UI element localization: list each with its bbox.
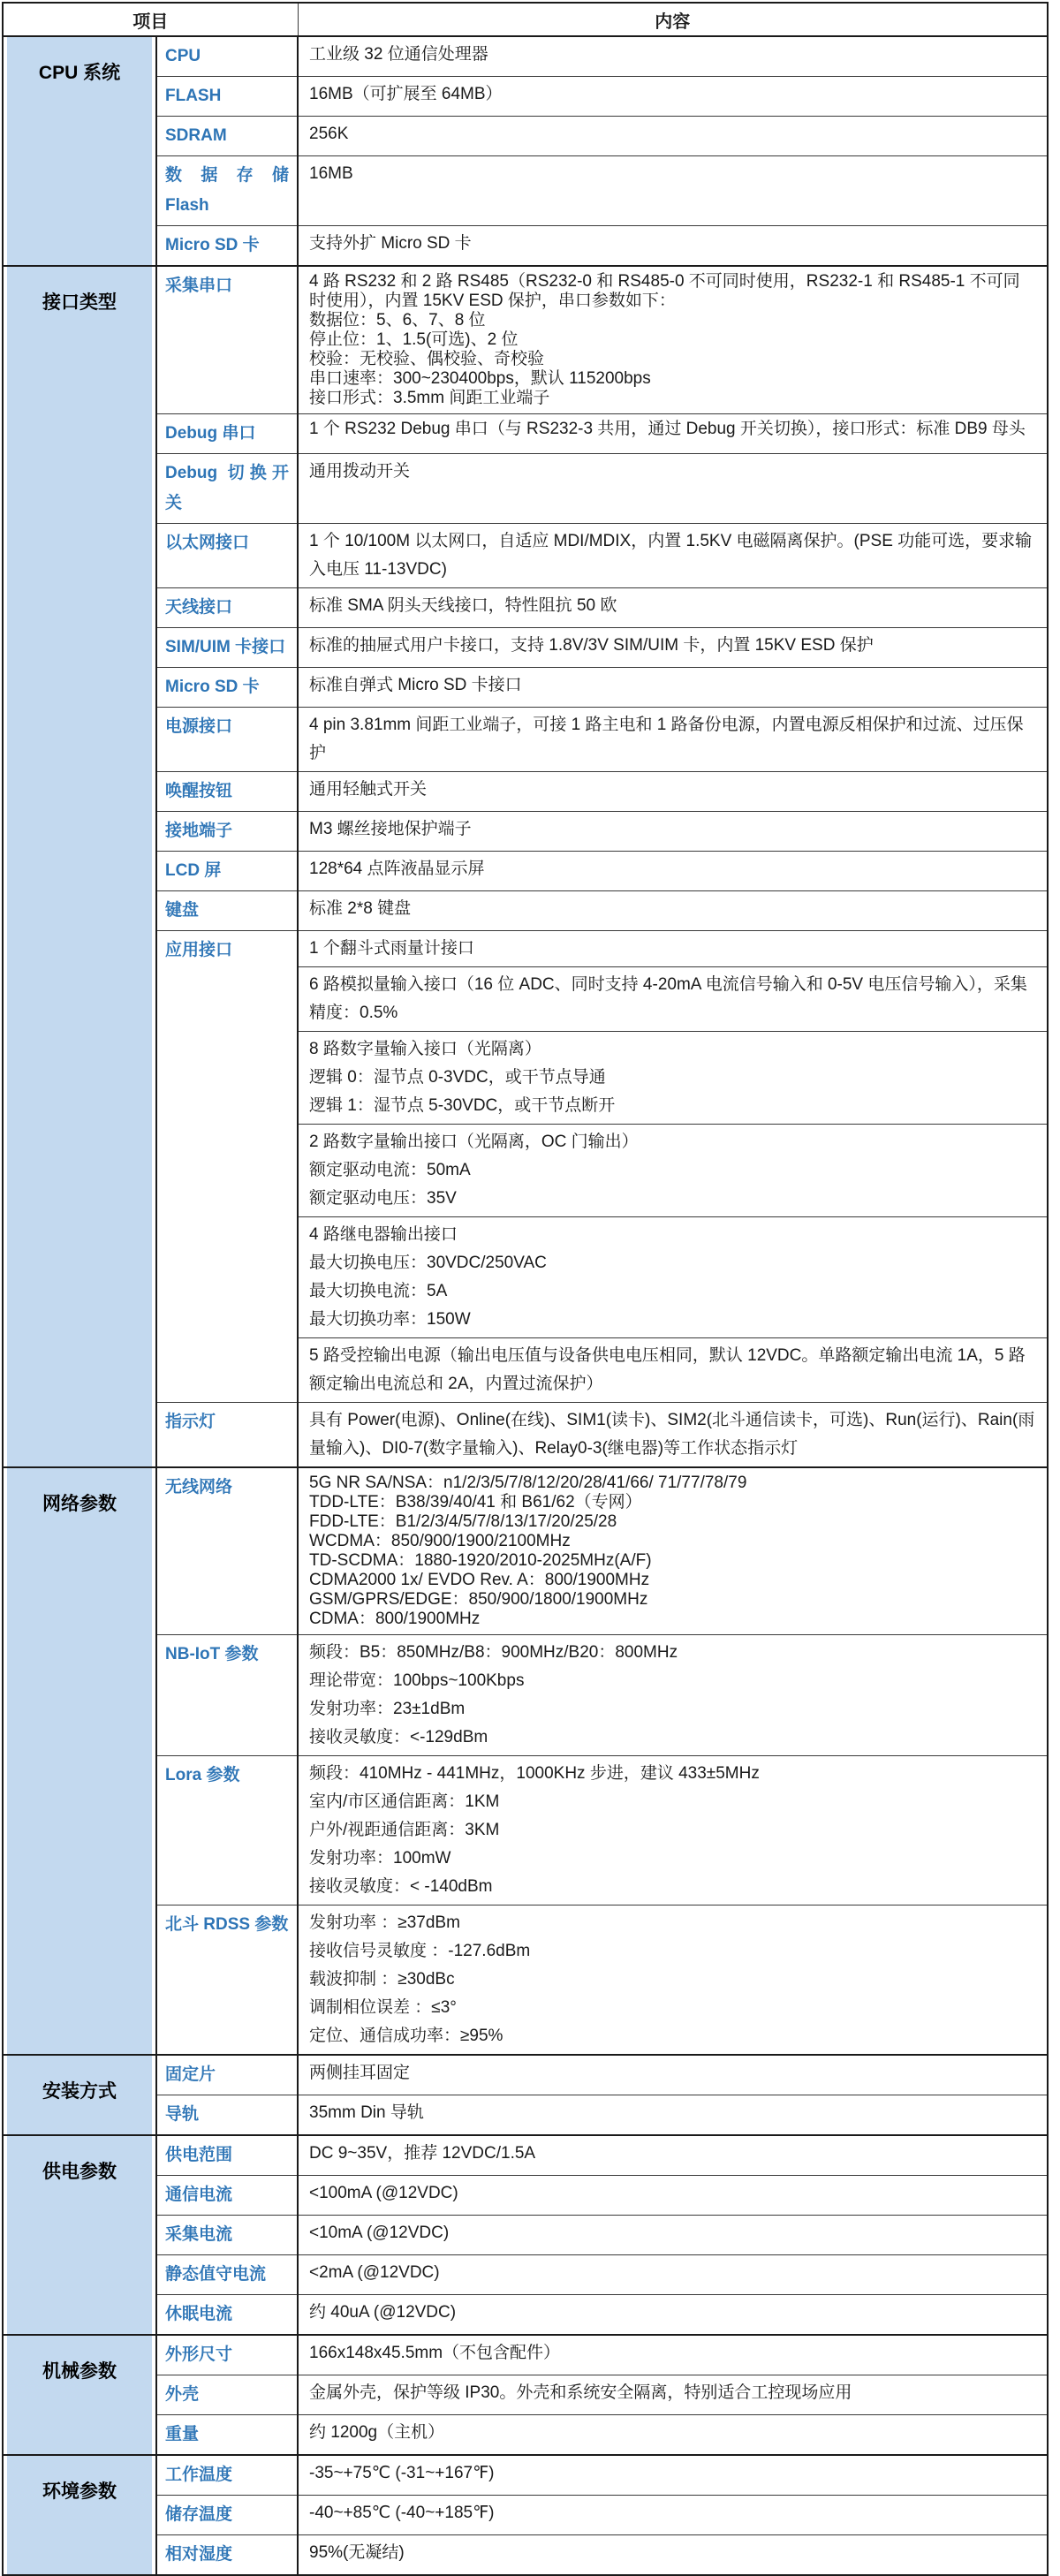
spec-row [3,2375,1048,2415]
spec-line: 6 路模拟量输入接口（16 位 ADC、同时支持 4-20mA 电流信号输入和 0-5V 电压信号输入），采集精度：0.5% [309,975,1027,1022]
group-label: 网络参数 [42,1494,117,1514]
spec-line: 接收灵敏度：< -140dBm [309,1877,493,1896]
spec-line: 工业级 32 位通信处理器 [309,45,488,64]
spec-line: 16MB（可扩展至 64MB） [309,85,503,103]
spec-line: 166x148x45.5mm（不包含配件） [309,2344,561,2362]
spec-row [3,1905,1048,2056]
spec-line: <2mA (@12VDC) [309,2263,440,2282]
spec-row [3,812,1048,852]
spec-row [3,2496,1048,2535]
spec-content [298,524,1048,588]
spec-row [3,2216,1048,2255]
spec-line: 通用拨动开关 [309,462,411,481]
spec-line: 发射功率：23±1dBm [309,1700,466,1718]
spec-line: 约 1200g（主机） [309,2423,445,2442]
spec-content [298,588,1048,628]
spec-content [298,1217,1048,1338]
spec-line: 户外/视距通信距离：3KM [309,1821,500,1839]
spec-line: 接收灵敏度：<-129dBm [309,1728,488,1746]
spec-line: 通用轻触式开关 [309,780,428,799]
group-label: 接口类型 [42,292,117,313]
spec-label: 应用接口 [156,931,298,1403]
spec-content [298,156,1048,226]
spec-row [3,414,1048,454]
spec-label: 天线接口 [156,588,298,628]
spec-line: 发射功率 ：≥37dBm [309,1913,460,1932]
spec-content [298,1032,1048,1125]
spec-line: 最大切换电流：5A [309,1282,448,1300]
spec-line: 约 40uA (@12VDC) [309,2303,457,2322]
group-cell-机械参数 [3,2335,156,2455]
spec-line: WCDMA：850/900/1900/2100MHz [309,1532,571,1550]
spec-line: 16MB [309,164,353,183]
spec-line: 35mm Din 导轨 [309,2103,424,2122]
group-label: CPU 系统 [38,63,121,83]
spec-line: 理论带宽：100bps~100Kbps [309,1671,525,1690]
spec-row [3,2455,1048,2496]
spec-line: 串口速率：300~230400bps，默认 115200bps [309,369,651,388]
spec-label: 无线网络 [156,1467,298,1635]
spec-label: 外壳 [156,2375,298,2415]
spec-line: 1 个 10/100M 以太网口，自适应 MDI/MDIX，内置 1.5KV 电磁隔离保护。(PSE 功能可选，要求输入电压 11-13VDC) [309,532,1033,579]
group-cell-安装方式 [3,2055,156,2135]
spec-row [3,2295,1048,2336]
spec-content [298,414,1048,454]
spec-label: 指示灯 [156,1403,298,1468]
spec-row [3,931,1048,967]
spec-content [298,772,1048,812]
spec-line: 接口形式：3.5mm 间距工业端子 [309,389,550,407]
spec-line: 逻辑 1：湿节点 5-30VDC，或干节点断开 [309,1096,616,1115]
spec-line: 128*64 点阵液晶显示屏 [309,860,485,878]
spec-label: 固定片 [156,2055,298,2095]
spec-label: 以太网接口 [156,524,298,588]
spec-label: 外形尺寸 [156,2335,298,2375]
spec-row [3,2135,1048,2176]
group-label: 安装方式 [42,2081,117,2102]
spec-label: 采集串口 [156,266,298,414]
spec-line: 发射功率：100mW [309,1849,451,1868]
spec-row [3,2415,1048,2456]
spec-line: 调制相位误差 ：≤3° [309,1998,457,2017]
spec-label: 重量 [156,2415,298,2456]
spec-content [298,1756,1048,1905]
spec-table-body [3,36,1048,2575]
spec-content [298,2295,1048,2336]
spec-content [298,852,1048,891]
spec-row [3,36,1048,77]
spec-label: 供电范围 [156,2135,298,2176]
spec-content [298,668,1048,708]
spec-content [298,812,1048,852]
spec-row [3,2055,1048,2095]
spec-label: 相对湿度 [156,2535,298,2576]
spec-line: 金属外壳，保护等级 IP30。外壳和系统安全隔离，特别适合工控现场应用 [309,2383,852,2402]
spec-content [298,454,1048,524]
spec-row [3,1467,1048,1635]
spec-content [298,2255,1048,2295]
spec-label: Micro SD 卡 [156,226,298,267]
spec-line: TDD-LTE：B38/39/40/41 和 B61/62（专网） [309,1493,642,1512]
spec-line: 载波抑制 ：≥30dBc [309,1970,455,1989]
spec-row [3,2255,1048,2295]
spec-row [3,772,1048,812]
spec-content [298,2335,1048,2375]
spec-table [2,2,1049,2576]
spec-line: GSM/GPRS/EDGE：850/900/1800/1900MHz [309,1590,648,1609]
spec-line: 频段：B5：850MHz/B8：900MHz/B20：800MHz [309,1643,678,1662]
spec-line: 4 pin 3.81mm 间距工业端子，可接 1 路主电和 1 路备份电源，内置电源反相保护和过流、过压保护 [309,716,1024,762]
spec-row [3,77,1048,117]
spec-row [3,1635,1048,1756]
spec-label: 工作温度 [156,2455,298,2496]
spec-content [298,1338,1048,1403]
spec-content [298,77,1048,117]
spec-line: 频段：410MHz - 441MHz，1000KHz 步进，建议 433±5MHz [309,1764,760,1783]
spec-line: 两侧挂耳固定 [309,2064,411,2082]
spec-label: CPU [156,36,298,77]
spec-line: 标准 SMA 阴头天线接口，特性阻抗 50 欧 [309,596,617,615]
spec-content [298,628,1048,668]
header-row [3,3,1048,36]
spec-label: Micro SD 卡 [156,668,298,708]
spec-content [298,967,1048,1032]
spec-content [298,931,1048,967]
spec-content [298,2216,1048,2255]
spec-content [298,1403,1048,1468]
spec-line: 8 路数字量输入接口（光隔离） [309,1040,541,1058]
spec-label: Lora 参数 [156,1756,298,1905]
spec-line: 95%(无凝结) [309,2543,405,2562]
spec-row [3,117,1048,156]
spec-line: 支持外扩 Micro SD 卡 [309,234,472,253]
header-item: 项目 [3,3,298,36]
spec-label: 采集电流 [156,2216,298,2255]
group-cell-网络参数 [3,1467,156,2055]
spec-label: NB-IoT 参数 [156,1635,298,1756]
spec-label: 休眠电流 [156,2295,298,2336]
spec-label: 导轨 [156,2095,298,2136]
spec-row [3,156,1048,226]
spec-line: 定位、通信成功率：≥95% [309,2027,504,2045]
spec-line: 数据位：5、6、7、8 位 [309,311,486,330]
spec-content [298,1635,1048,1756]
spec-line: FDD-LTE：B1/2/3/4/5/7/8/13/17/20/25/28 [309,1512,617,1531]
group-cell-接口类型 [3,266,156,1467]
spec-label: 储存温度 [156,2496,298,2535]
spec-row [3,668,1048,708]
spec-content [298,2095,1048,2136]
spec-row [3,628,1048,668]
spec-line: <100mA (@12VDC) [309,2184,458,2202]
spec-line: M3 螺丝接地保护端子 [309,820,472,838]
group-cell-供电参数 [3,2135,156,2335]
spec-line: 接收信号灵敏度 ：-127.6dBm [309,1942,531,1960]
spec-label: 数 据 存 储 Flash [156,156,298,226]
spec-content [298,891,1048,931]
spec-line: DC 9~35V，推荐 12VDC/1.5A [309,2144,536,2163]
spec-line: CDMA：800/1900MHz [309,1610,481,1628]
spec-row [3,454,1048,524]
spec-content [298,2176,1048,2216]
spec-content [298,117,1048,156]
spec-line: 标准自弹式 Micro SD 卡接口 [309,676,522,694]
spec-line: 校验：无校验、偶校验、奇校验 [309,350,545,368]
spec-row [3,2095,1048,2136]
spec-content [298,2496,1048,2535]
spec-content [298,226,1048,267]
spec-row [3,2535,1048,2576]
spec-content [298,2055,1048,2095]
group-cell-环境参数 [3,2455,156,2575]
spec-line: 额定驱动电压：35V [309,1189,457,1208]
spec-content [298,2135,1048,2176]
spec-line: 4 路继电器输出接口 [309,1225,458,1244]
spec-line: 256K [309,125,349,143]
spec-row [3,2335,1048,2375]
spec-line: 2 路数字量输出接口（光隔离，OC 门输出） [309,1133,639,1151]
group-label: 环境参数 [42,2481,117,2502]
spec-line: 1 个 RS232 Debug 串口（与 RS232-3 共用，通过 Debug 开关切换），接口形式：标准 DB9 母头 [309,420,1026,438]
spec-line: 最大切换电压：30VDC/250VAC [309,1254,547,1272]
spec-row [3,2176,1048,2216]
spec-label: SIM/UIM 卡接口 [156,628,298,668]
group-cell-CPU 系统 [3,36,156,266]
spec-line: 1 个翻斗式雨量计接口 [309,939,474,958]
spec-line: TD-SCDMA：1880-1920/2010-2025MHz(A/F) [309,1551,652,1570]
spec-row [3,852,1048,891]
spec-line: <10mA (@12VDC) [309,2224,450,2242]
spec-row [3,1403,1048,1468]
spec-row [3,524,1048,588]
spec-row [3,266,1048,414]
spec-line: 最大切换功率：150W [309,1310,471,1329]
spec-content [298,1125,1048,1217]
spec-line: -40~+85℃ (-40~+185℉) [309,2504,495,2522]
spec-label: 静态值守电流 [156,2255,298,2295]
spec-content [298,708,1048,772]
spec-label: Debug 切换开关 [156,454,298,524]
spec-label: 电源接口 [156,708,298,772]
spec-line: 额定驱动电流：50mA [309,1161,471,1179]
spec-content [298,2455,1048,2496]
spec-label: 键盘 [156,891,298,931]
spec-row [3,226,1048,267]
spec-row [3,891,1048,931]
spec-label: Debug 串口 [156,414,298,454]
spec-label: SDRAM [156,117,298,156]
spec-line: 标准 2*8 键盘 [309,899,412,918]
spec-line: CDMA2000 1x/ EVDO Rev. A：800/1900MHz [309,1571,650,1589]
spec-label: 北斗 RDSS 参数 [156,1905,298,2056]
spec-label: LCD 屏 [156,852,298,891]
spec-row [3,1756,1048,1905]
spec-content [298,266,1048,414]
spec-line: 5 路受控输出电源（输出电压值与设备供电电压相同，默认 12VDC。单路额定输出电流 1A，5 路额定输出电流总和 2A，内置过流保护） [309,1346,1026,1393]
group-label: 机械参数 [42,2361,117,2382]
spec-content [298,2415,1048,2456]
group-label: 供电参数 [42,2162,117,2182]
spec-label: 唤醒按钮 [156,772,298,812]
spec-line: 逻辑 0：湿节点 0-3VDC，或干节点导通 [309,1068,606,1087]
spec-line: 停止位：1、1.5(可选)、2 位 [309,330,519,349]
header-content: 内容 [298,3,1048,36]
spec-line: -35~+75℃ (-31~+167℉) [309,2464,495,2482]
spec-content [298,1905,1048,2056]
spec-content [298,2375,1048,2415]
spec-content [298,1467,1048,1635]
spec-content [298,36,1048,77]
spec-row [3,588,1048,628]
spec-label: 接地端子 [156,812,298,852]
spec-row [3,708,1048,772]
spec-content [298,2535,1048,2576]
spec-line: 4 路 RS232 和 2 路 RS485（RS232-0 和 RS485-0 不可同时使用，RS232-1 和 RS485-1 不可同时使用），内置 15KV ESD 保护，串口参数如下： [309,272,1020,310]
spec-line: 室内/市区通信距离：1KM [309,1792,500,1811]
spec-line: 标准的抽屉式用户卡接口，支持 1.8V/3V SIM/UIM 卡，内置 15KV ESD 保护 [309,636,874,655]
spec-line: 具有 Power(电源)、Online(在线)、SIM1(读卡)、SIM2(北斗通信读卡，可选)、Run(运行)、Rain(雨量输入)、DI0-7(数字量输入)、Relay0-3(继电器)等工作状态指示灯 [309,1411,1035,1458]
spec-label: 通信电流 [156,2176,298,2216]
spec-label: FLASH [156,77,298,117]
spec-line: 5G NR SA/NSA：n1/2/3/5/7/8/12/20/28/41/66/ 71/77/78/79 [309,1474,747,1492]
